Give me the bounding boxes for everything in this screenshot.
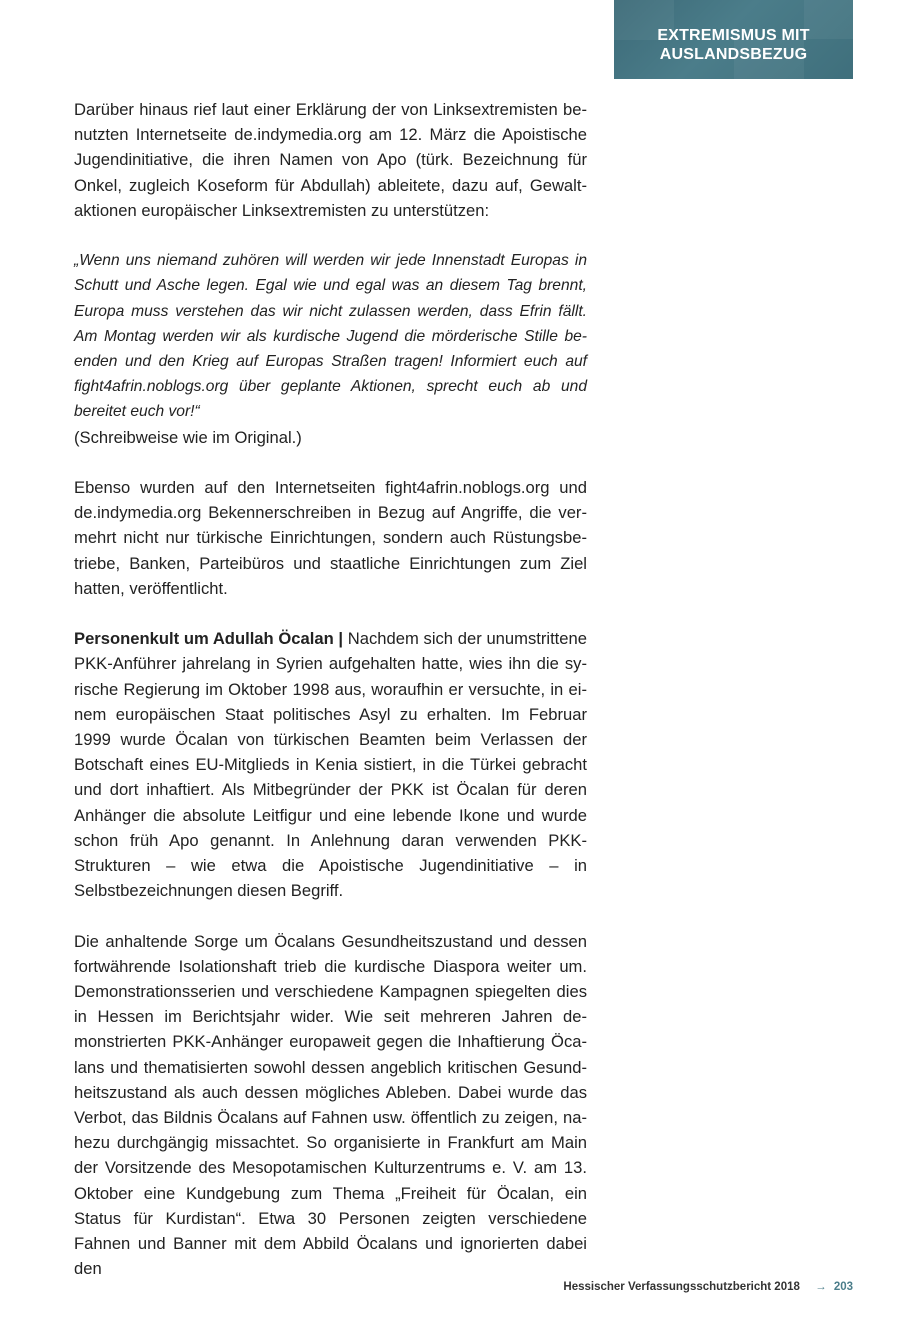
paragraph-body: Nachdem sich der unumstrittene PKK-Anführer jahrelang in Syrien aufgehalten hatte, wies ihn die syrische Regierung im Oktober 1998 aus, woraufhin er versuchte, in einem europäischen Staat politisches Asyl zu erhalten. Im Februar 1999 wurde Öcalan von türkischen Beamten beim Verlassen der Botschaft eines EU-Mitglieds in Kenia sistiert, in die Türkei gebracht und dort inhaftiert. Als Mitbegründer der PKK ist Öcalan für deren Anhänger die absolute Leitfigur und eine lebende Ikone und wurde schon früh Apo genannt. In Anlehnung daran verwenden PKK-Strukturen – wie etwa die Apoistische Jugendinitiative – in Selbstbezeichnungen diesen Begriff. — [74, 629, 587, 901]
paragraph: Die anhaltende Sorge um Öcalans Gesundheitszustand und dessen fortwährende Isolationshaft trieb die kurdische Diaspora weiter um. Demonstrationsserien und verschiedene Kampagnen spiegelten dies in Hessen im Berichtsjahr wider. Wie seit mehreren Jahren demonstrierten PKK-Anhänger europaweit gegen die Inhaftierung Öcalans und thematisierten sowohl dessen angeblich kritischen Gesundheitszustand als auch dessen mögliches Ableben. Dabei wurde das Verbot, das Bildnis Öcalans auf Fahnen usw. öffentlich zu zeigen, nahezu durchgängig missachtet. So organisierte in Frankfurt am Main der Vorsitzende des Mesopotamischen Kulturzentrums e. V. am 13. Oktober eine Kundgebung zum Thema „Freiheit für Öcalan, ein Status für Kurdistan“. Etwa 30 Personen zeigten verschiedene Fahnen und Banner mit dem Abbild Öcalans und ignorierten dabei den — [74, 931, 587, 1279]
main-text — [74, 97, 587, 1281]
section-title-line1: EXTREMISMUS MIT — [657, 27, 810, 44]
paragraph-lead: Personenkult um Adullah Öcalan | — [74, 629, 344, 649]
footer-title: Hessischer Verfassungsschutzbericht 2018 — [563, 1281, 800, 1293]
page-number: 203 — [833, 1281, 853, 1293]
section-tab — [614, 0, 853, 79]
section-title-line2: AUSLANDSBEZUG — [659, 46, 808, 63]
quote: „Wenn uns niemand zuhören will werden wir jede Innenstadt Europas in Schutt und Asche legen. Egal wie und egal was an diesem Tag brennt, Europa muss verstehen das wir nicht zulassen werden, dass Efrin fällt. Am Montag werden wir als kurdische Jugend die mörderische Stille beenden und den Krieg auf Europas Straßen tragen! Informiert euch auf fight4afrin.noblogs.org über geplante Aktionen, sprecht euch ab und bereitet euch vor!“ — [74, 252, 587, 421]
paragraph: Ebenso wurden auf den Internetseiten fight4afrin.noblogs.org und de.indymedia.org Bekennerschreiben in Bezug auf Angriffe, die vermehrt nicht nur türkische Einrichtungen, sondern auch Rüstungsbetriebe, Banken, Parteibüros und staatliche Einrichtungen zum Ziel hatten, veröffentlicht. — [74, 478, 587, 598]
paragraph: Darüber hinaus rief laut einer Erklärung der von Linksextremisten benutzten Internetseite de.indymedia.org am 12. März die Apoistische Jugendinitiative, die ihren Namen von Apo (türk. Bezeichnung für Onkel, zugleich Koseform für Abdullah) ableitete, dazu auf, Gewaltaktionen europäischer Linksextremisten zu unterstützen: — [74, 100, 587, 220]
page-footer — [0, 1281, 853, 1293]
arrow-right-icon: → — [815, 1281, 827, 1293]
paragraph-with-lead — [74, 626, 587, 903]
quote-note: (Schreibweise wie im Original.) — [74, 427, 302, 447]
